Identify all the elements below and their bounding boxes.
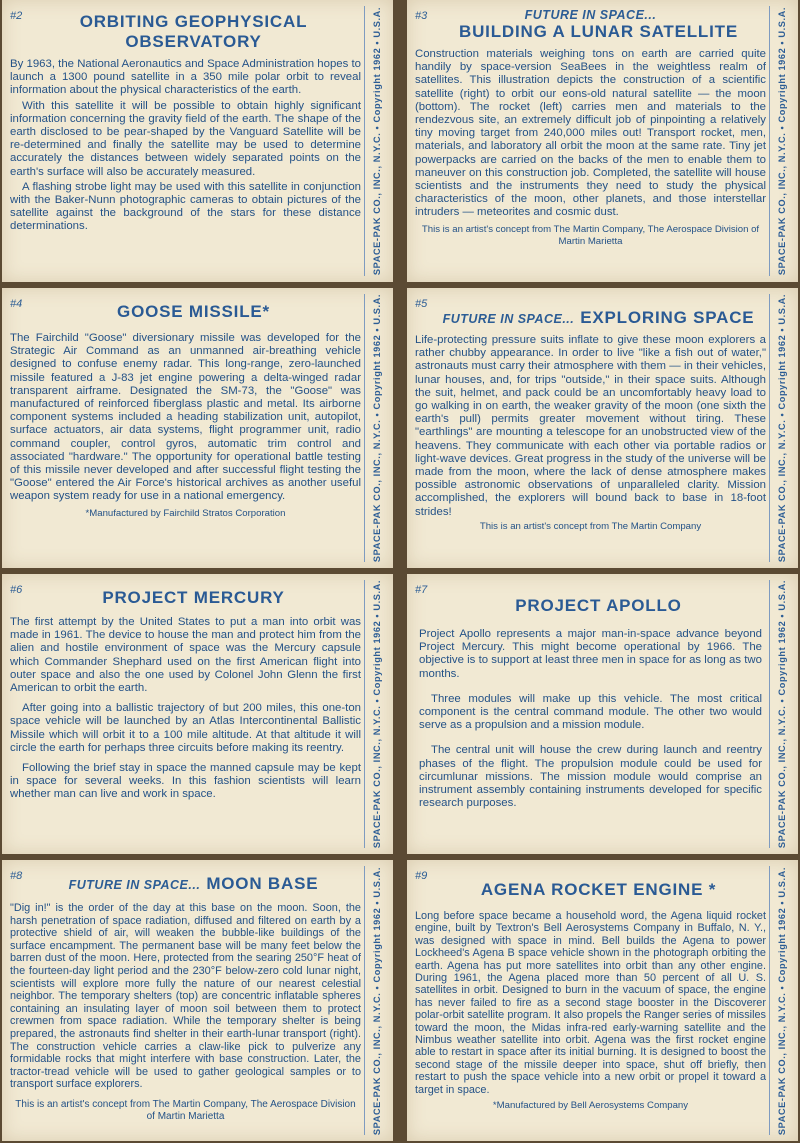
card-5 <box>407 288 798 568</box>
future-in-space-label: FUTURE IN SPACE... <box>68 878 201 892</box>
paragraph: The Fairchild "Goose" diversionary missile was developed for the Strategic Air Command as an unmanned air-breathing vehicle designed to confuse enemy radar. This long-range, zero-launched missile featured a J-83 jet engine powering a delta-winged radar transparent airframe. Designated the SM-73, the "Goose" was manufactured of reinforced fiberglass plastic and metal. Its airborne component systems included a heading stabilization unit, autopilot, surface actuators, air data systems, flight programmer unit, radio command coupler, control gyros, automatic trim control and associated "hardware." The opportunity for operational battle testing of this missile never developed and after successful flight testing the "Goose" entered the Air Force's historical archives as another useful weapon system ready for use in a national emergency. <box>10 332 361 503</box>
card-title: PROJECT APOLLO <box>515 596 682 615</box>
paragraph: With this satellite it will be possible to obtain highly significant information concerning the gravity field of the earth. The shape of the earth disclosed to be pear-shaped by the Vanguard Satellite will be re-determined and finally the satellite may be used to determine accurately the distances between widely separated points on the earth's surface will also be accurately measured. <box>10 99 361 178</box>
copyright-strip: SPACE-PAK CO., INC., N.Y.C. • Copyright 1962 • U.S.A. <box>364 6 389 276</box>
card-title: EXPLORING SPACE <box>580 308 755 327</box>
copyright-strip: SPACE-PAK CO., INC., N.Y.C. • Copyright 1962 • U.S.A. <box>769 6 794 276</box>
card-number: #5 <box>415 298 428 310</box>
future-in-space-label: FUTURE IN SPACE... <box>442 312 575 326</box>
paragraph: "Dig in!" is the order of the day at this base on the moon. Soon, the harsh penetration of space radiation, diffused and filtered on earth by a protective shield of air, will weaken the bubble-like buildings of the surface encampment. The permanent base will be many feet below the barren dust of the moon. Here, protected from the searing 250°F heat of the fourteen-day light period and the 230°F below-zero cold lunar night, scientists will explore more fully the nature of our nearest celestial neighbor. The temporary shelters (top) are concentric inflatable spheres containing an insulating layer of moon soil between them to protect crewmen from space radiation. While the temporary shelter is being prepared, the astronauts find shelter in their earth-lunar transport (right). The construction vehicle carries a claw-like pick to pulverize any formidable rocks that might interfere with base construction. Later, the tractor-tread vehicle will be used to gather geological samples or to transport surface explorers. <box>10 902 361 1091</box>
card-title: PROJECT MERCURY <box>102 588 285 607</box>
copyright-strip: SPACE-PAK CO., INC., N.Y.C. • Copyright 1962 • U.S.A. <box>769 866 794 1135</box>
card-body <box>415 910 766 1096</box>
card-number: #4 <box>10 298 23 310</box>
card-9 <box>407 860 798 1141</box>
paragraph: The central unit will house the crew during launch and reentry phases of the flight. The propulsion module could be used for circumlunar missions. The mission module would comprise an instrument assembly containing instruments developed for specific research purposes. <box>419 744 762 810</box>
card-title: BUILDING A LUNAR SATELLITE <box>459 22 738 41</box>
card-title: ORBITING GEOPHYSICAL OBSERVATORY <box>79 12 308 51</box>
paragraph: After going into a ballistic trajectory of but 200 miles, this one-ton space vehicle will be launched by an Atlas Intercontinental Ballistic Missile which will orbit it to a 100 mile altitude. At that altitude it will circle the earth for perhaps three circuits before making its reentry. <box>10 702 361 754</box>
paragraph: Project Apollo represents a major man-in-space advance beyond Project Mercury. This might become operational by 1966. The objective is to support at least three men in space for as long as two months. <box>419 628 762 680</box>
copyright-strip: SPACE-PAK CO., INC., N.Y.C. • Copyright 1962 • U.S.A. <box>769 294 794 562</box>
card-body <box>415 48 766 220</box>
card-number: #8 <box>10 870 23 882</box>
card-number: #2 <box>10 10 23 22</box>
card-credit: This is an artist's concept from The Martin Company, The Aerospace Division of Martin Marietta <box>15 1098 356 1122</box>
card-credit: This is an artist's concept from The Martin Company, The Aerospace Division of Martin Marietta <box>421 223 760 247</box>
card-heading <box>32 874 355 894</box>
paragraph: The first attempt by the United States to put a man into orbit was made in 1961. The device to house the man and protect him from the alien and hostile environment of space was the Mercury capsule which Commander Shephard used on the first American flight into outer space and also the one used by Colonel John Glenn the first American to orbit the earth. <box>10 616 361 695</box>
card-credit: *Manufactured by Fairchild Stratos Corporation <box>85 507 286 519</box>
card-8 <box>2 860 393 1141</box>
card-title: GOOSE MISSILE* <box>117 302 270 321</box>
card-3 <box>407 0 798 282</box>
card-body <box>10 58 361 234</box>
paragraph: Long before space became a household word, the Agena liquid rocket engine, built by Textron's Bell Aerosystems Company in Buffalo, N. Y., was designed with space in mind. Bell builds the Agena to power Lockheed's Agena B space vehicle shown in the photograph orbiting the earth. Agena has put more satellites into orbit than any other engine. During 1961, the Agena placed more than 50 percent of all U. S. satellites in orbit. Designed to burn in the vacuum of space, the engine has never failed to fire as a second stage booster in the Discoverer polar-orbit satellite program. It also propels the Ranger series of missiles toward the moon, the Midas infra-red early-warning satellite and the Nimbus weather satellite into orbit. Agena was the first rocket engine able to restart in space after its initial burning. It is designed to boost the second stage of the missile deeper into space, shut off briefly, then restart to push the space vehicle into a new orbit or propel it toward a target in space. <box>415 910 766 1096</box>
card-number: #7 <box>415 584 428 596</box>
card-4 <box>2 288 393 568</box>
card-number: #9 <box>415 870 428 882</box>
copyright-strip: SPACE-PAK CO., INC., N.Y.C. • Copyright 1962 • U.S.A. <box>769 580 794 848</box>
card-body <box>415 334 766 519</box>
copyright-strip: SPACE-PAK CO., INC., N.Y.C. • Copyright 1962 • U.S.A. <box>364 580 389 848</box>
future-in-space-label: FUTURE IN SPACE... <box>524 8 657 22</box>
card-7 <box>407 574 798 854</box>
card-title: MOON BASE <box>206 874 319 893</box>
paragraph: Following the brief stay in space the manned capsule may be kept in space for several weeks. In this fashion scientists will learn whether man can live and work in space. <box>10 762 361 801</box>
card-6 <box>2 574 393 854</box>
paragraph: Three modules will make up this vehicle. The most critical component is the central command module. The other two would serve as a propulsion and a mission module. <box>419 692 762 732</box>
card-number: #6 <box>10 584 23 596</box>
card-body <box>415 628 766 810</box>
paragraph: Construction materials weighing tons on earth are carried quite handily by space-version SeaBees in the weightless realm of satellites. This illustration depicts the construction of a scientific satellite (right) to orbit our eons-old natural satellite — the moon (bottom). The rocket (left) carries men and materials to the rendezvous site, an extremely difficult job of pinpointing a relatively tiny moving target from 240,000 miles out! Transport rocket, men, materials, and laboratory all orbit the moon at the same rate. Tiny jet powerpacks are carried on the backs of the men to enable them to maneuver on this construction job. Completed, the satellite will house scientists and the instruments they need to study the physical characteristics of the moon, other planets, and those interstellar intruders — meteorites and cosmic dust. <box>415 48 766 219</box>
card-2 <box>2 0 393 282</box>
paragraph: A flashing strobe light may be used with this satellite in conjunction with the Baker-Nunn photographic cameras to obtain pictures of the satellite against the background of the stars for these distance determinations. <box>10 180 361 233</box>
card-heading <box>437 308 760 328</box>
copyright-strip: SPACE-PAK CO., INC., N.Y.C. • Copyright 1962 • U.S.A. <box>364 294 389 562</box>
card-title: AGENA ROCKET ENGINE * <box>480 880 717 899</box>
card-body <box>10 902 361 1091</box>
card-body <box>10 332 361 504</box>
card-credit: This is an artist's concept from The Martin Company <box>479 520 702 532</box>
paragraph: Life-protecting pressure suits inflate to give these moon explorers a rather chubby appearance. In order to live "like a fish out of water," astronauts must carry their atmosphere with them — in their vehicles, lunar houses, and, for trips "outside," in their space suits. Although the suit, helmet, and pack could be an uncomfortably heavy load to go walking in on earth, the weaker gravity of the moon (one sixth the earth's pull) permits greater movement without tiring. These "earthlings" are mounting a telescope for an unobstructed view of the heavens. They communicate with each other via portable radios or light-wave devices. Great progress in the study of the universe will be made from the moon, where the lack of dense atmosphere makes possible astronomic observations of unparalleled clarity. Mission accomplished, the explorers will bound back to base in 18-foot strides! <box>415 334 766 518</box>
paragraph: By 1963, the National Aeronautics and Space Administration hopes to launch a 1300 pound satellite in a 350 mile polar orbit to reveal information about the physical characteristics of the earth. <box>10 58 361 97</box>
card-credit: *Manufactured by Bell Aerosystems Company <box>492 1100 689 1112</box>
copyright-strip: SPACE-PAK CO., INC., N.Y.C. • Copyright 1962 • U.S.A. <box>364 866 389 1135</box>
card-body <box>10 616 361 802</box>
card-number: #3 <box>415 10 428 22</box>
